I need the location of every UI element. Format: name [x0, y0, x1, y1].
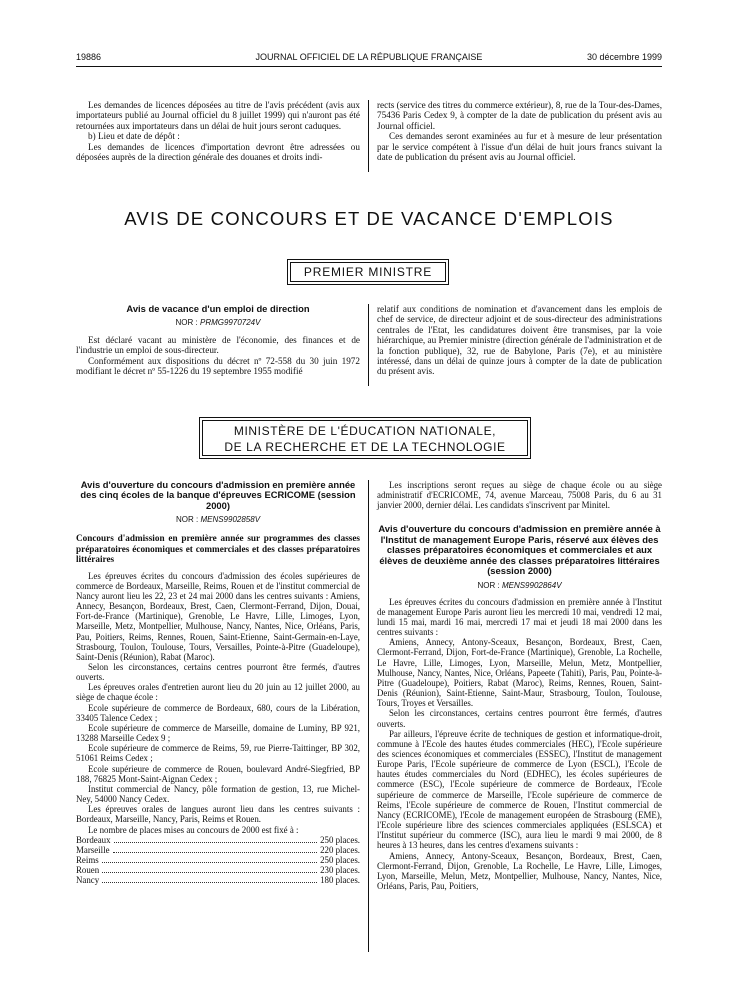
paragraph: Ecole supérieure de commerce de Marseille, domaine de Luminy, BP 921, 13288 Marseille Cedex 9 ;	[76, 722, 360, 744]
ministry-box-premier-ministre	[287, 259, 449, 285]
paragraph: Ecole supérieure de commerce de Bordeaux, 680, cours de la Libération, 33405 Talence Cedex ;	[76, 702, 360, 723]
nor-reference	[377, 581, 662, 591]
places-row	[76, 875, 360, 885]
column-divider	[368, 480, 369, 952]
paragraph: Institut commercial de Nancy, pôle formation de gestion, 13, rue Michel-Ney, 54000 Nancy Cedex.	[76, 783, 360, 805]
places-count: 220 places.	[320, 844, 360, 855]
paragraph: Les épreuves orales de langues auront lieu dans les centres suivants : Bordeaux, Marseille, Nancy, Paris, Reims et Rouen.	[76, 804, 360, 825]
places-city: Marseille	[76, 844, 110, 855]
paragraph: Est déclaré vacant au ministère de l'économie, des finances et de l'industrie un emploi de sous-directeur.	[76, 334, 360, 356]
running-header	[76, 52, 662, 64]
ministry-title-line: MINISTÈRE DE L'ÉDUCATION NATIONALE,	[233, 424, 497, 438]
section2-right-column	[377, 480, 662, 891]
paragraph: Ces demandes seront examinées au fur et à mesure de leur présentation par le service compétent à l'issue d'un délai de huit jours francs suivant la date de publication du présent avis au Journal officiel.	[377, 131, 662, 163]
notice-heading: Avis d'ouverture du concours d'admission en première année des cinq écoles de la banque d'épreuves ECRICOME (session 2000)	[80, 479, 356, 511]
paragraph: Conformément aux dispositions du décret nº 72-558 du 30 juin 1972 modifiant le décret nº 55-1226 du 19 septembre 1955 modifié	[76, 355, 360, 377]
column-divider	[368, 304, 369, 386]
nor-reference	[76, 318, 360, 328]
places-count: 250 places.	[320, 834, 360, 845]
places-city: Bordeaux	[76, 834, 111, 845]
paragraph: Amiens, Annecy, Antony-Sceaux, Besançon, Bordeaux, Brest, Caen, Clermont-Ferrand, Dijon, Fort-de-France (Martinique), Grenoble, La Rochelle, Le Havre, Lille, Limoges, Lyon, Marseille, Melun, Metz, Montpellier, Mulhouse, Nancy, Nantes, Nice, Orléans, Papeete (Tahiti), Paris, Pau, Pointe-à-Pitre (Guadeloupe), Poitiers, Rabat (Maroc), Reims, Rennes, Rouen, Saint-Denis (Réunion), Saint-Etienne, Saint-Maur, Strasbourg, Toulon, Toulouse, Tours, Troyes et Versailles.	[377, 637, 662, 709]
nor-label: NOR :	[175, 318, 198, 328]
notice-heading: Avis d'ouverture du concours d'admission en première année à l'Institut de management Europe Paris, réservé aux élèves des classes préparatoires économiques et commerciales et aux élèves de deuxième année des classes préparatoires littéraires (session 2000)	[378, 523, 661, 577]
ministry-title: PREMIER MINISTRE	[290, 262, 446, 282]
section2-left-column	[76, 480, 360, 885]
ministry-title	[202, 420, 528, 456]
main-title: AVIS DE CONCOURS ET DE VACANCE D'EMPLOIS	[124, 208, 614, 229]
places-city: Nancy	[76, 875, 100, 886]
journal-title: JOURNAL OFFICIEL DE LA RÉPUBLIQUE FRANÇAISE	[255, 52, 483, 62]
paragraph: relatif aux conditions de nomination et d'avancement dans les emplois de chef de service, de directeur adjoint et de sous-directeur des administrations centrales de l'Etat, les candidatures doivent être transmises, par la voie hiérarchique, au Premier ministre (direction générale de l'administration et de la fonction publique), 32, rue de Babylone, Paris (7e), et au ministère intéressé, dans un délai de quinze jours à compter de la date de publication du présent avis.	[377, 304, 662, 377]
places-row	[76, 855, 360, 865]
places-count: 230 places.	[320, 865, 360, 876]
column-divider	[368, 100, 369, 172]
paragraph: Selon les circonstances, certains centres pourront être fermés, d'autres ouverts.	[377, 708, 662, 729]
page-number: 19886	[76, 52, 102, 62]
places-count: 180 places.	[320, 875, 360, 886]
paragraph: Le nombre de places mises au concours de 2000 est fixé à :	[88, 824, 299, 835]
top-right-column	[377, 100, 662, 162]
paragraph: Ecole supérieure de commerce de Reims, 59, rue Pierre-Taittinger, BP 302, 51061 Reims Cedex ;	[76, 743, 360, 764]
paragraph: Les épreuves écrites du concours d'admission en première année à l'Institut de management Europe Paris auront lieu les mercredi 10 mai, vendredi 12 mai, lundi 15 mai, mardi 16 mai, mercredi 17 mai et jeudi 18 mai 2000 dans les centres suivants :	[377, 596, 662, 638]
places-row	[76, 865, 360, 875]
header-rule	[76, 66, 662, 67]
paragraph: rects (service des titres du commerce extérieur), 8, rue de la Tour-des-Dames, 75436 Paris Cedex 9, à compter de la date de publication du présent avis au Journal officiel.	[377, 100, 662, 131]
paragraph: Ecole supérieure de commerce de Rouen, boulevard André-Siegfried, BP 188, 76825 Mont-Saint-Aignan Cedex ;	[76, 763, 360, 784]
paragraph: Selon les circonstances, certains centres pourront être fermés, d'autres ouverts.	[76, 662, 360, 683]
places-row	[76, 835, 360, 845]
paragraph: Par ailleurs, l'épreuve écrite de techniques de gestion et informatique-droit, commune à l'Ecole des hautes études commerciales (HEC), l'Ecole supérieure des sciences économiques et commerciales (ESSEC), l'Institut de management Europe Paris, l'Ecole supérieure de commerce de Lyon (ESCL), l'Ecole de hautes études commerciales du Nord (EDHEC), les écoles supérieures de commerce (ESC), l'Ecole supérieure de commerce de Bordeaux, l'Ecole supérieure de commerce de Marseille, l'Ecole supérieure de commerce de Reims, l'Ecole supérieure de commerce de Rouen, l'Institut commercial de Nancy (ECRICOME), l'Ecole de management européen de Strasbourg (EME), l'Ecole supérieure libre des sciences commerciales appliquées (ESLSCA) et l'Institut supérieur du commerce (ISC), aura lieu le mardi 9 mai 2000, de 8 heures à 13 heures, dans les centres d'examens suivants :	[377, 728, 662, 851]
places-count: 250 places.	[320, 854, 360, 865]
notice-subheading: Concours d'admission en première année sur programmes des classes préparatoires économiques et commerciales et des classes préparatoires littéraires	[76, 533, 360, 565]
paragraph: Les épreuves orales d'entretien auront lieu du 20 juin au 12 juillet 2000, au siège de chaque école :	[76, 682, 360, 703]
places-row	[76, 845, 360, 855]
notice-heading: Avis de vacance d'un emploi de direction	[126, 303, 310, 314]
places-city: Rouen	[76, 865, 100, 876]
nor-label: NOR :	[477, 580, 500, 590]
section1-left-column	[76, 304, 360, 376]
paragraph: Amiens, Annecy, Antony-Sceaux, Besançon, Bordeaux, Brest, Caen, Clermont-Ferrand, Dijon, Grenoble, La Rochelle, Le Havre, Lille, Limoges, Lyon, Marseille, Melun, Metz, Montpellier, Mulhouse, Nancy, Nantes, Nice, Orléans, Paris, Pau, Poitiers,	[377, 850, 662, 892]
nor-reference	[76, 515, 360, 525]
ministry-box-education	[199, 417, 531, 459]
nor-code: MENS9902858V	[200, 515, 261, 525]
paragraph: Les inscriptions seront reçues au siège de chaque école ou au siège administratif d'ECRICOME, 74, avenue Marceau, 75008 Paris, du 6 au 31 janvier 2000, dernier délai. Les candidats s'inscrivent par Minitel.	[377, 480, 662, 511]
paragraph: Les épreuves écrites du concours d'admission des écoles supérieures de commerce de Bordeaux, Marseille, Reims, Rouen et de l'institut commercial de Nancy auront lieu les 22, 23 et 24 mai 2000 dans les centres suivants : Amiens, Annecy, Besançon, Bordeaux, Brest, Caen, Clermont-Ferrand, Dijon, Douai, Fort-de-France (Martinique), Grenoble, Le Havre, Lille, Limoges, Lyon, Marseille, Metz, Montpellier, Mulhouse, Nancy, Nantes, Nice, Orléans, Paris, Pau, Poitiers, Reims, Rennes, Rouen, Saint-Etienne, Saint-Germain-en-Laye, Strasbourg, Toulon, Toulouse, Tours, Versailles, Pointe-à-Pitre (Guadeloupe), Saint-Denis (Réunion), Rabat (Maroc).	[76, 570, 360, 662]
paragraph: b) Lieu et date de dépôt :	[88, 131, 180, 142]
issue-date: 30 décembre 1999	[586, 52, 662, 62]
paragraph: Les demandes de licences d'importation devront être adressées ou déposées auprès de la direction générale des douanes et droits indi-	[76, 141, 360, 163]
nor-code: MENS9902864V	[501, 580, 562, 590]
top-left-column	[76, 100, 360, 162]
nor-code: PRMG9970724V	[199, 318, 261, 328]
nor-label: NOR :	[175, 515, 199, 525]
ministry-title-line: DE LA RECHERCHE ET DE LA TECHNOLOGIE	[224, 440, 506, 454]
paragraph: Les demandes de licences déposées au titre de l'avis précédent (avis aux importateurs publié au Journal officiel du 8 juillet 1999) qui n'auront pas été retournées aux importateurs dans un délai de huit jours seront caduques.	[76, 100, 360, 131]
section1-right-column	[377, 304, 662, 377]
places-list	[76, 835, 360, 886]
places-city: Reims	[76, 854, 99, 865]
